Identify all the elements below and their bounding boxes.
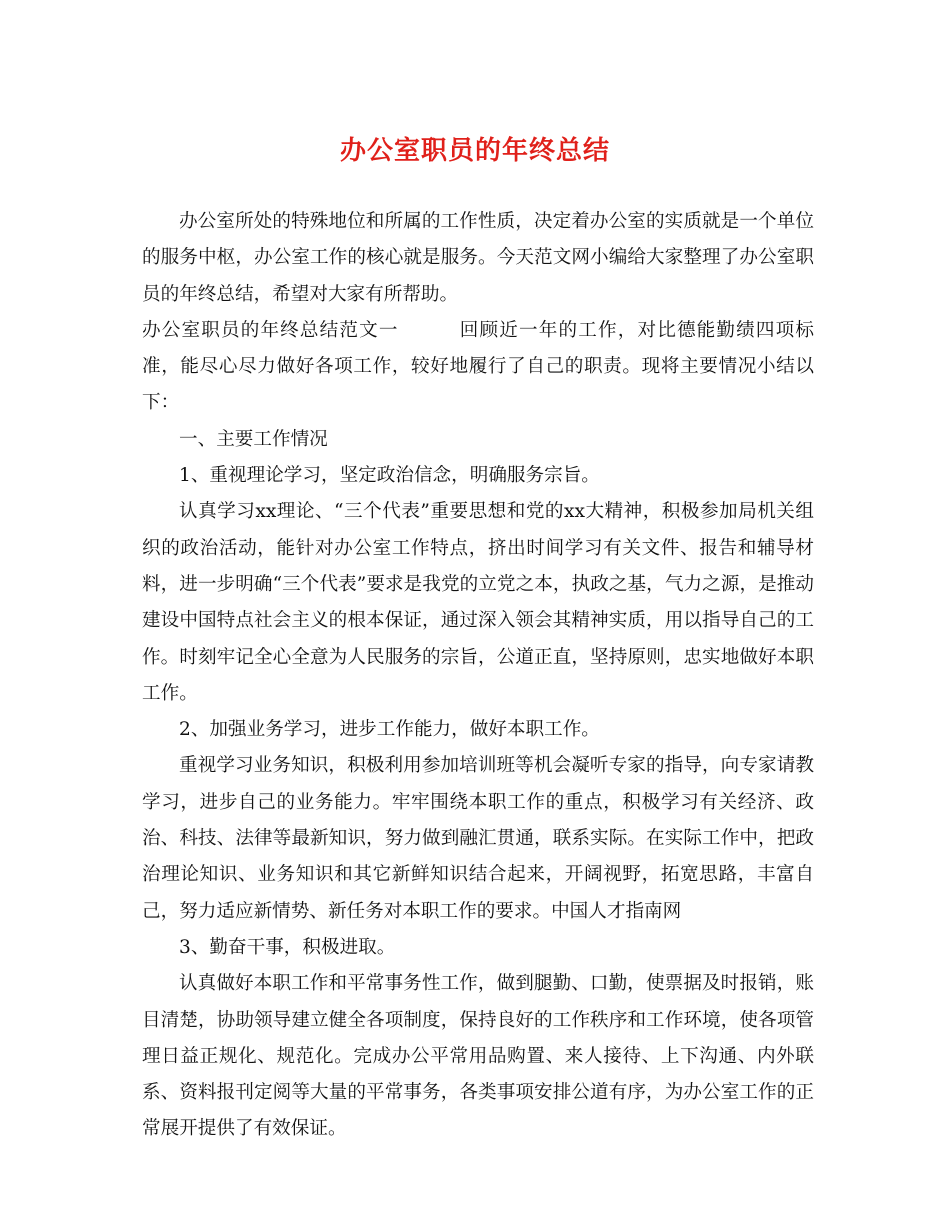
- document-title: 办公室职员的年终总结: [339, 136, 610, 166]
- intro-paragraph: 办公室所处的特殊地位和所属的工作性质，决定着办公室的实质就是一个单位的服务中枢，办公室工作的核心就是服务。今天范文网小编给大家整理了办公室职员的年终总结，希望对大家有所帮助。: [142, 211, 814, 305]
- item-2-body: 重视学习业务知识，积极利用参加培训班等机会凝听专家的指导，向专家请教学习，进步自己的业务能力。牢牢围绕本职工作的重点，积极学习有关经济、政治、科技、法律等最新知识，努力做到融汇贯通，联系实际。在实际工作中，把政治理论知识、业务知识和其它新鲜知识结合起来，开阔视野，拓宽思路，丰富自己，努力适应新情势、新任务对本职工作的要求。中国人才指南网: [142, 755, 814, 922]
- item-3-body: 认真做好本职工作和平常事务性工作，做到腿勤、口勤，使票据及时报销，账目清楚，协助领导建立健全各项制度，保持良好的工作秩序和工作环境，使各项管理日益正规化、规范化。完成办公平常用品购置、来人接待、上下沟通、内外联系、资料报刊定阅等大量的平常事务，各类事项安排公道有序，为办公室工作的正常展开提供了有效保证。: [142, 973, 814, 1140]
- item-3-heading: 3、勤奋干事，积极进取。: [179, 936, 396, 958]
- item-2-heading: 2、加强业务学习，进步工作能力，做好本职工作。: [179, 719, 600, 741]
- sample-intro-paragraph: [142, 313, 814, 422]
- section-heading: 一、主要工作情况: [179, 428, 328, 450]
- document-body: [142, 204, 814, 1148]
- item-1-heading: 1、重视理论学习，坚定政治信念，明确服务宗旨。: [179, 465, 600, 487]
- sample-intro-text: 回顾近一年的工作，对比德能勤绩四项标准，能尽心尽力做好各项工作，较好地履行了自己的职责。现将主要情况小结以下：: [142, 319, 814, 414]
- sample-label: 办公室职员的年终总结范文一: [142, 319, 399, 341]
- item-1-body: 认真学习xx理论、“三个代表”重要思想和党的xx大精神，积极参加局机关组织的政治活动，能针对办公室工作特点，挤出时间学习有关文件、报告和辅导材料，进一步明确“三个代表”要求是我党的立党之本，执政之基，气力之源，是推动建设中国特点社会主义的根本保证，通过深入领会其精神实质，用以指导自己的工作。时刻牢记全心全意为人民服务的宗旨，公道正直，坚持原则，忠实地做好本职工作。: [142, 501, 814, 704]
